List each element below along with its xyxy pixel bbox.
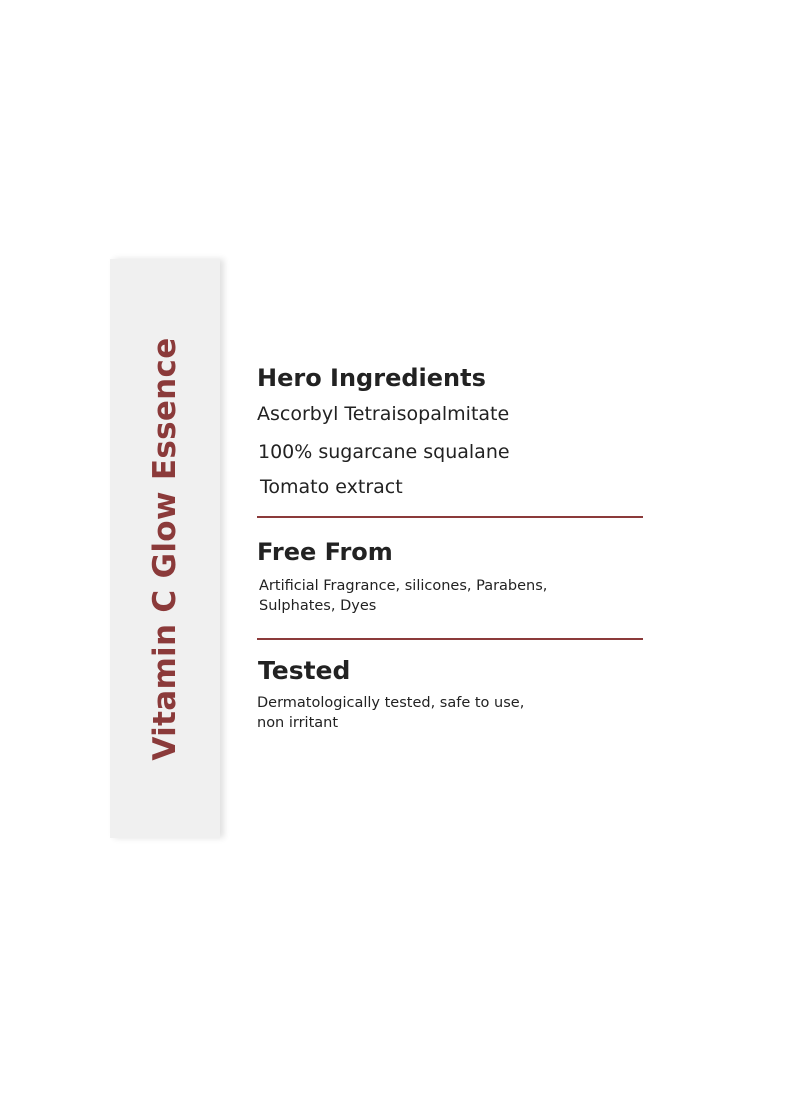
tested-line: Dermatologically tested, safe to use, xyxy=(257,695,525,711)
hero-ingredients-heading: Hero Ingredients xyxy=(257,364,486,392)
hero-ingredient-item: Ascorbyl Tetraisopalmitate xyxy=(257,403,510,425)
free-from-line: Artificial Fragrance, silicones, Parabens, xyxy=(259,578,548,594)
product-title: Vitamin C Glow Essence xyxy=(147,337,183,761)
free-from-line: Sulphates, Dyes xyxy=(259,598,377,614)
tested-heading: Tested xyxy=(258,656,351,685)
free-from-heading: Free From xyxy=(257,538,393,566)
tested-line: non irritant xyxy=(257,715,339,731)
section-divider xyxy=(257,638,643,640)
hero-ingredient-item: 100% sugarcane squalane xyxy=(258,441,510,463)
hero-ingredient-item: Tomato extract xyxy=(260,476,403,498)
section-divider xyxy=(257,516,643,518)
